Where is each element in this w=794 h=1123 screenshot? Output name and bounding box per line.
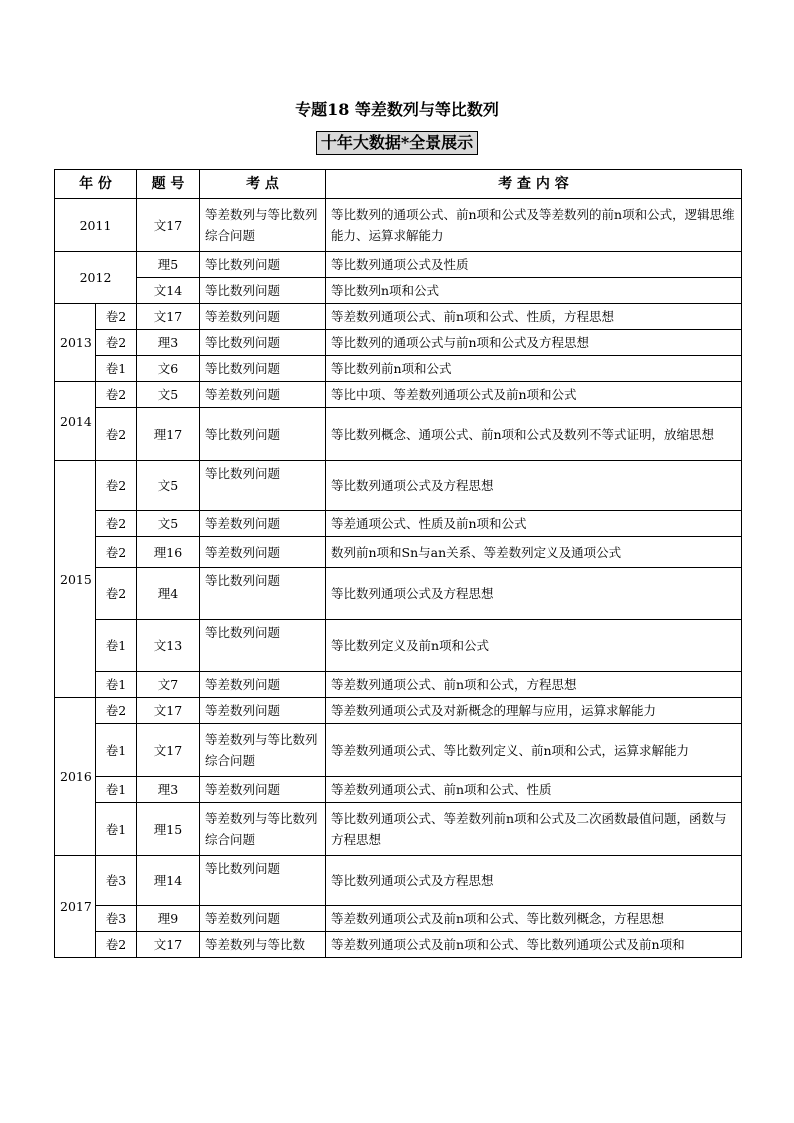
year-cell: 2016: [55, 698, 96, 856]
table-row: [55, 278, 742, 304]
qnum-cell: 理17: [137, 408, 200, 461]
qnum-cell: 理16: [137, 537, 200, 568]
year-cell: 2017: [55, 856, 96, 958]
year-cell: 2012: [55, 252, 137, 304]
table-row: [55, 698, 742, 724]
qnum-cell: 文5: [137, 461, 200, 511]
content-cell: 等差数列通项公式、前n项和公式、性质，方程思想: [326, 304, 742, 330]
qnum-cell: 文7: [137, 672, 200, 698]
year-cell: 2014: [55, 382, 96, 461]
year-cell: 2015: [55, 461, 96, 698]
content-cell: 等比数列的通项公式、前n项和公式及等差数列的前n项和公式，逻辑思维能力、运算求解能力: [326, 199, 742, 252]
juan-cell: 卷2: [96, 382, 137, 408]
header-topic: 考 点: [200, 170, 326, 199]
qnum-cell: 文17: [137, 932, 200, 958]
qnum-cell: 文17: [137, 698, 200, 724]
juan-cell: 卷1: [96, 803, 137, 856]
qnum-cell: 理15: [137, 803, 200, 856]
juan-cell: 卷2: [96, 461, 137, 511]
topic-cell: 等比数列问题: [200, 568, 326, 620]
juan-cell: 卷3: [96, 906, 137, 932]
table-row: [55, 408, 742, 461]
topic-cell: 等差数列与等比数列综合问题: [200, 199, 326, 252]
topic-cell: 等差数列问题: [200, 906, 326, 932]
qnum-cell: 文5: [137, 511, 200, 537]
page-title: 专题18 等差数列与等比数列: [295, 100, 499, 119]
content-cell: 等比数列通项公式、等差数列前n项和公式及二次函数最值问题，函数与方程思想: [326, 803, 742, 856]
qnum-cell: 文6: [137, 356, 200, 382]
qnum-cell: 理3: [137, 777, 200, 803]
content-cell: 等差数列通项公式及前n项和公式、等比数列通项公式及前n项和: [326, 932, 742, 958]
content-cell: 数列前n项和Sn与an关系、等差数列定义及通项公式: [326, 537, 742, 568]
table-row: [55, 856, 742, 906]
year-cell: 2011: [55, 199, 137, 252]
content-cell: 等差数列通项公式、前n项和公式、性质: [326, 777, 742, 803]
qnum-cell: 文17: [137, 304, 200, 330]
topic-cell: 等比数列问题: [200, 408, 326, 461]
topic-cell: 等差数列问题: [200, 304, 326, 330]
year-cell: 2013: [55, 304, 96, 382]
table-row: [55, 932, 742, 958]
qnum-cell: 理14: [137, 856, 200, 906]
table-header-row: [55, 170, 742, 199]
content-cell: 等比数列n项和公式: [326, 278, 742, 304]
juan-cell: 卷2: [96, 537, 137, 568]
table-row: [55, 803, 742, 856]
topic-cell: 等比数列问题: [200, 856, 326, 906]
qnum-cell: 文5: [137, 382, 200, 408]
content-cell: 等比数列通项公式及方程思想: [326, 461, 742, 511]
content-cell: 等比数列通项公式及方程思想: [326, 568, 742, 620]
juan-cell: 卷1: [96, 620, 137, 672]
juan-cell: 卷3: [96, 856, 137, 906]
header-content: 考 查 内 容: [326, 170, 742, 199]
topic-cell: 等差数列问题: [200, 511, 326, 537]
topic-cell: 等差数列与等比数列综合问题: [200, 803, 326, 856]
content-cell: 等比数列通项公式及性质: [326, 252, 742, 278]
content-cell: 等比数列的通项公式与前n项和公式及方程思想: [326, 330, 742, 356]
table-row: [55, 620, 742, 672]
content-cell: 等差数列通项公式及前n项和公式、等比数列概念，方程思想: [326, 906, 742, 932]
table-row: [55, 252, 742, 278]
juan-cell: 卷2: [96, 408, 137, 461]
juan-cell: 卷1: [96, 356, 137, 382]
table-row: [55, 511, 742, 537]
juan-cell: 卷1: [96, 777, 137, 803]
table-row: [55, 461, 742, 511]
qnum-cell: 文14: [137, 278, 200, 304]
header-qnum: 题 号: [137, 170, 200, 199]
qnum-cell: 理3: [137, 330, 200, 356]
table-row: [55, 724, 742, 777]
table-row: [55, 672, 742, 698]
topic-cell: 等差数列问题: [200, 672, 326, 698]
qnum-cell: 文13: [137, 620, 200, 672]
topic-cell: 等比数列问题: [200, 252, 326, 278]
table-row: [55, 777, 742, 803]
table-row: [55, 199, 742, 252]
topic-cell: 等比数列问题: [200, 356, 326, 382]
topic-cell: 等差数列问题: [200, 382, 326, 408]
page-subtitle: 十年大数据*全景展示: [316, 131, 478, 155]
topic-cell: 等差数列问题: [200, 777, 326, 803]
header-year: 年 份: [55, 170, 137, 199]
topic-cell: 等比数列问题: [200, 278, 326, 304]
content-cell: 等差通项公式、性质及前n项和公式: [326, 511, 742, 537]
qnum-cell: 文17: [137, 199, 200, 252]
topic-cell: 等差数列与等比数列综合问题: [200, 724, 326, 777]
topic-cell: 等比数列问题: [200, 620, 326, 672]
juan-cell: 卷2: [96, 330, 137, 356]
content-cell: 等比中项、等差数列通项公式及前n项和公式: [326, 382, 742, 408]
juan-cell: 卷1: [96, 724, 137, 777]
qnum-cell: 理5: [137, 252, 200, 278]
juan-cell: 卷2: [96, 304, 137, 330]
topic-cell: 等差数列与等比数: [200, 932, 326, 958]
content-cell: 等比数列定义及前n项和公式: [326, 620, 742, 672]
content-cell: 等差数列通项公式、等比数列定义、前n项和公式，运算求解能力: [326, 724, 742, 777]
content-cell: 等差数列通项公式、前n项和公式，方程思想: [326, 672, 742, 698]
table-row: [55, 330, 742, 356]
juan-cell: 卷2: [96, 511, 137, 537]
qnum-cell: 理9: [137, 906, 200, 932]
topic-cell: 等差数列问题: [200, 537, 326, 568]
content-cell: 等比数列概念、通项公式、前n项和公式及数列不等式证明，放缩思想: [326, 408, 742, 461]
table-row: [55, 906, 742, 932]
qnum-cell: 文17: [137, 724, 200, 777]
table-row: [55, 356, 742, 382]
topic-cell: 等比数列问题: [200, 461, 326, 511]
content-cell: 等比数列前n项和公式: [326, 356, 742, 382]
topic-cell: 等差数列问题: [200, 698, 326, 724]
exam-table: [54, 169, 742, 958]
topic-cell: 等比数列问题: [200, 330, 326, 356]
juan-cell: 卷2: [96, 568, 137, 620]
content-cell: 等差数列通项公式及对新概念的理解与应用，运算求解能力: [326, 698, 742, 724]
content-cell: 等比数列通项公式及方程思想: [326, 856, 742, 906]
table-row: [55, 537, 742, 568]
table-row: [55, 304, 742, 330]
qnum-cell: 理4: [137, 568, 200, 620]
juan-cell: 卷2: [96, 698, 137, 724]
juan-cell: 卷1: [96, 672, 137, 698]
juan-cell: 卷2: [96, 932, 137, 958]
table-row: [55, 568, 742, 620]
table-row: [55, 382, 742, 408]
